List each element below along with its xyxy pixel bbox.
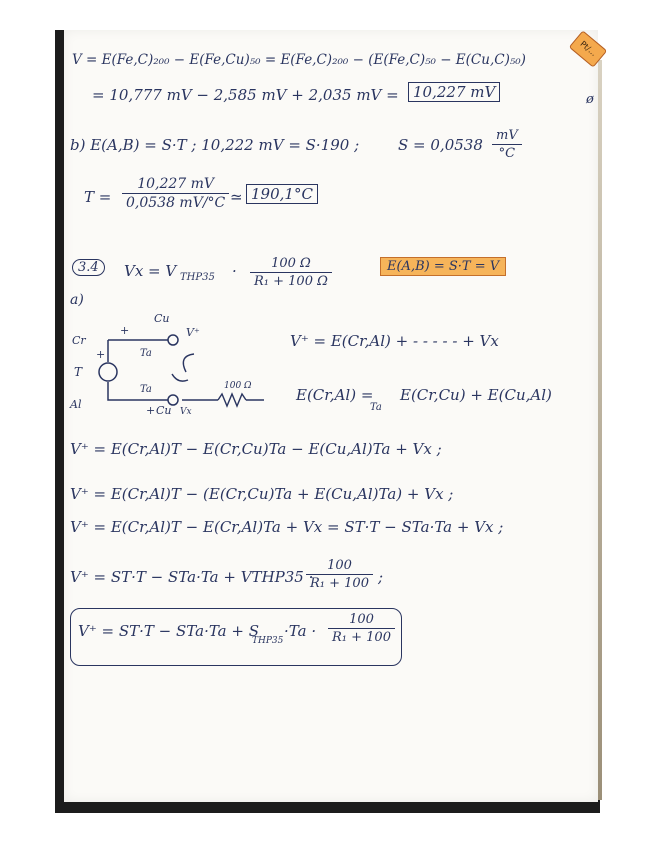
part-b-s-value: S = 0,0538 [398,136,483,154]
circuit-al: Al [70,398,82,411]
circuit-cu-top: Cu [154,312,170,325]
vx-ratio-num: 100 Ω [271,256,311,271]
part-b-s-unit [492,128,522,161]
circuit-vplus: V⁺ [186,326,200,339]
circuit-vx: Vx [180,407,192,417]
circuit-plus-top: + [120,324,130,337]
s-unit-num: mV [496,128,518,143]
part-b-t-label: T = [84,188,112,206]
circuit-plus-bottom: + [146,404,156,417]
vx-ratio-bar [250,272,332,273]
final-mid: ·Ta · [284,622,317,640]
t-den: 0,0538 mV/°C [126,195,226,211]
corner-tag: Pt/... [569,30,608,67]
final-num: 100 [349,612,374,627]
s-unit-den: °C [498,146,516,161]
part-a-line1: V = E(Fe,C)₂₀₀ − E(Fe,Cu)₅₀ = E(Fe,C)₂₀₀ − (E(Fe,C)₅₀ − E(Cu,C)₅₀) [72,52,526,68]
t-num: 10,227 mV [137,176,215,192]
vthp-den: R₁ + 100 [310,576,369,591]
final-lhs: V⁺ = ST·T − STa·Ta + S [78,622,260,640]
vthp-fraction [306,558,373,591]
eq-right2-lhs: E(Cr,Al) = [296,386,374,404]
vx-dot: · [232,262,237,280]
circuit-resistor: 100 Ω [224,381,252,391]
vx-sub: THP35 [180,272,215,283]
circuit-ta1: Ta [140,348,152,359]
part-b-line1: b) E(A,B) = S·T ; 10,222 mV = S·190 ; [70,136,360,154]
vx-lhs: Vx = V [124,262,177,280]
highlight-formula: E(A,B) = S·T = V [380,257,506,276]
derivation-line1: V⁺ = E(Cr,Al)T − E(Cr,Cu)Ta − E(Cu,Al)Ta + Vx ; [70,440,442,458]
circuit-ta2: Ta [140,384,152,395]
problem-number: 3.4 [72,259,105,276]
part-b-t-fraction [122,176,229,211]
part-a-result: 10,227 mV [408,82,500,102]
derivation-line3: V⁺ = E(Cr,Al)T − E(Cr,Al)Ta + Vx = ST·T − STa·Ta + Vx ; [70,518,504,536]
part-a-line2: = 10,777 mV − 2,585 mV + 2,035 mV = [92,86,399,104]
t-bar [122,193,229,194]
approx-sign: ≃ [230,188,243,206]
vthp-bar [306,574,373,575]
final-den: R₁ + 100 [332,630,391,645]
thermocouple-circuit [68,300,278,420]
s-unit-bar [492,144,522,145]
vthp-line-lhs: V⁺ = ST·T − STa·Ta + VTHP35 · [70,568,314,586]
part-a-label: a) [70,292,84,308]
circuit-t: T [74,365,83,379]
vx-ratio-den: R₁ + 100 Ω [254,274,328,289]
circuit-cu-bottom: Cu [156,404,172,417]
vx-ratio [250,256,332,289]
part-b-t-result: 190,1°C [246,184,318,204]
eq-right2-rhs: E(Cr,Cu) + E(Cu,Al) [400,386,552,404]
final-fraction [328,612,395,645]
vthp-num: 100 [327,558,352,573]
vthp-end: ; [378,568,384,586]
final-bar [328,628,395,629]
eq-right1: V⁺ = E(Cr,Al) + - - - - - + Vx [290,332,499,350]
circuit-plus-left: + [96,348,106,361]
circuit-cr: Cr [72,334,86,347]
derivation-line2: V⁺ = E(Cr,Al)T − (E(Cr,Cu)Ta + E(Cu,Al)Ta) + Vx ; [70,485,454,503]
final-sub: THP35 [252,636,284,646]
margin-mark: ø [586,92,594,107]
eq-right2-sub: Ta [370,402,382,413]
